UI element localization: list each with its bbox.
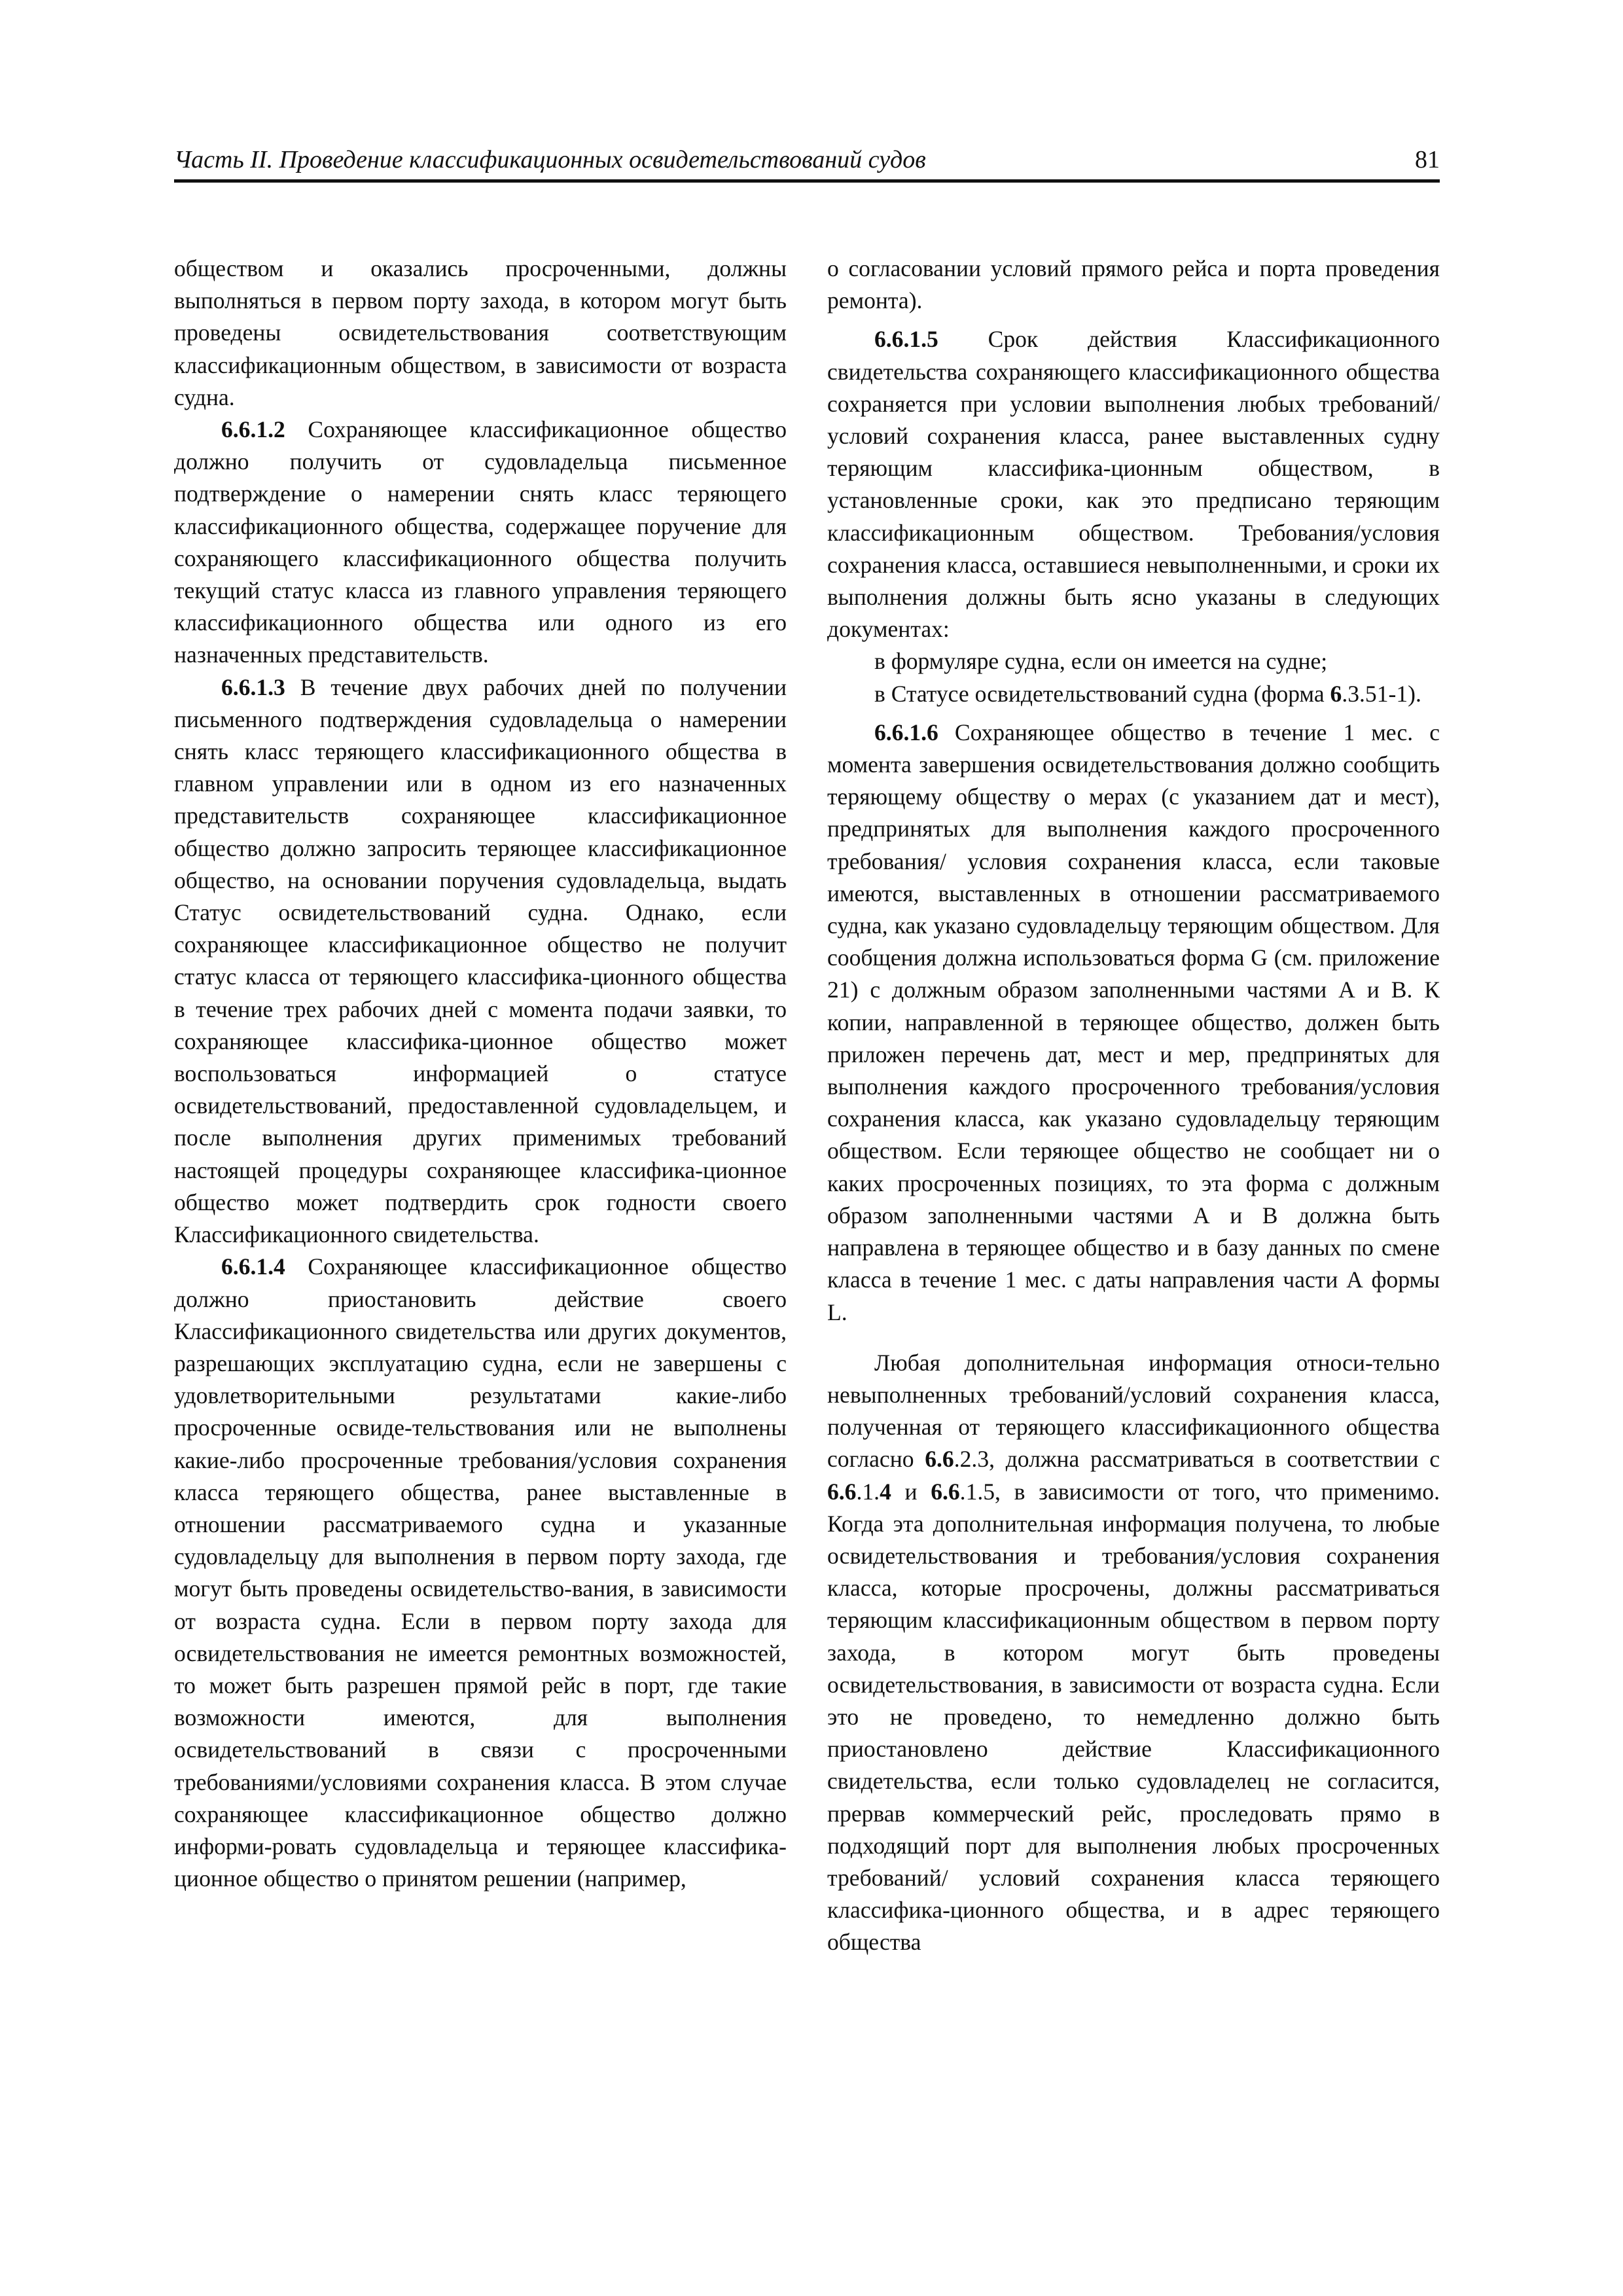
paragraph-text: Сохраняющее классификационное общество должно приостановить действие своего Классификационного свидетельства или других документов, разрешающих эксплуатацию судна, если не завершены с удовлетворительными результатами какие-либо просроченные освиде-тельствования или не выполнены какие-либо просроченные требования/условия сохранения класса теряющего общества, ранее выставленные в отношении рассматриваемого судна и указанные судовладельцу для выполнения в первом порту захода, где могут быть проведены освидетельство-вания, в зависимости от возраста судна. Если в первом порту захода для освидетельствования не имеется ремонтных возможностей, то может быть разрешен прямой рейс в порт, где такие возможности имеются, для выполнения освидетельствований в связи с просроченными требованиями/условиями сохранения класса. В этом случае сохраняющее классификационное общество должно информи-ровать судовладельца и теряющее классифика-ционное общество о принятом решении (например, bbox=[174, 1253, 787, 1892]
reference-bold: 6.6 bbox=[827, 1478, 857, 1505]
paragraph-text: Сохраняющее классификационное общество должно получить от судовладельца письменное подтверждение о намерении снять класс теряющего классификационного общества, содержащее поручение для сохраняющего классификационного общества получить текущий статус класса из главного управления теряющего классификационного общества или одного из его назначенных представительств. bbox=[174, 416, 787, 668]
paragraph-text: в Статусе освидетельствований судна (форма bbox=[874, 680, 1330, 707]
paragraph-6-6-1-2 bbox=[174, 414, 787, 672]
paragraph-text: Сохраняющее общество в течение 1 мес. с момента завершения освидетельствования должно сообщить теряющему обществу о мерах (с указанием дат и мест), предпринятых для выполнения каждого просроченного требования/ условия сохранения класса, если таковые имеются, выставленных в отношении рассматриваемого судна, как указано судовладельцу теряющим обществом. Для сообщения должна использоваться форма G (см. приложение 21) с должным образом заполненными частями А и В. К копии, направленной в теряющее общество, должен быть приложен перечень дат, мест и мер, предпринятых для выполнения каждого просроченного требования/условия сохранения класса, как указано судовладельцу теряющим обществом. Если теряющее общество не сообщает ни о каких просроченных позициях, то эта форма с должным образом заполненными частями А и В должна быть направлена в теряющее общество и в базу данных по смене класса в течение 1 мес. с даты направления части А формы L. bbox=[827, 719, 1440, 1325]
paragraph-text: и bbox=[891, 1478, 931, 1505]
clause-number: 6.6.1.2 bbox=[221, 416, 285, 443]
page-number: 81 bbox=[1415, 146, 1440, 173]
reference-bold: 6 bbox=[1330, 680, 1342, 707]
clause-number: 6.6.1.4 bbox=[221, 1253, 285, 1280]
paragraph-continued: о согласовании условий прямого рейса и порта проведения ремонта). bbox=[827, 255, 1440, 314]
paragraph-additional-info bbox=[827, 1347, 1440, 1959]
list-item-status bbox=[827, 678, 1440, 710]
left-column bbox=[174, 253, 787, 1895]
clause-number: 6.6.1.5 bbox=[874, 326, 938, 353]
page-header bbox=[174, 140, 1440, 183]
reference-bold: 6.6 bbox=[931, 1478, 960, 1505]
paragraph-text: .1.5, в зависимости от того, что применимо. Когда эта дополнительная информация получена, то любые освидетельствования и требования/условия сохранения класса, которые просрочены, должны рассматриваться теряющим классификационным обществом в первом порту захода, в котором могут быть проведены освидетельствования, в зависимости от возраста судна. Если это не проведено, то немедленно должно быть приостановлено действие Классификационного свидетельства, если только судовладелец не согласится, прервав коммерческий рейс, проследовать прямо в подходящий порт для выполнения любых просроченных требований/ условий сохранения класса теряющего классифика-ционного общества, и в адрес теряющего общества bbox=[827, 1478, 1440, 1956]
running-title: Часть II. Проведение классификационных освидетельствований судов bbox=[174, 146, 926, 173]
right-column bbox=[827, 253, 1440, 1959]
paragraph-text: .2.3, должна рассматриваться в соответствии с bbox=[954, 1446, 1440, 1473]
clause-number: 6.6.1.6 bbox=[874, 719, 938, 745]
paragraph-6-6-1-3 bbox=[174, 672, 787, 1251]
paragraph-text: Срок действия Классификационного свидетельства сохраняющего классификационного общества сохраняется при условии выполнения любых требований/условий сохранения класса, ранее выставленных судну теряющим классифика-ционным обществом, в установленные сроки, как это предписано теряющим классификационным обществом. Требования/условия сохранения класса, оставшиеся невыполненными, и сроки их выполнения должны быть ясно указаны в следующих документах: bbox=[827, 326, 1440, 643]
clause-number: 6.6.1.3 bbox=[221, 673, 285, 700]
list-item-formulyar: в формуляре судна, если он имеется на судне; bbox=[874, 648, 1328, 675]
paragraph-continued: обществом и оказались просроченными, должны выполняться в первом порту захода, в котором могут быть проведены освидетельствования соответствующим классификационным обществом, в зависимости от возраста судна. bbox=[174, 255, 787, 410]
paragraph-text: В течение двух рабочих дней по получении письменного подтверждения судовладельца о намерении снять класс теряющего классификационного общества в главном управлении или в одном из его назначенных представительств сохраняющее классификационное общество должно запросить теряющее классификационное общество, на основании поручения судовладельца, выдать Статус освидетельствований судна. Однако, если сохраняющее классификационное общество не получит статус класса от теряющего классифика-ционного общества в течение трех рабочих дней с момента подачи заявки, то сохраняющее классифика-ционное общество может воспользоваться информацией о статусе освидетельствований, предоставленной судовладельцем, и после выполнения других применимых требований настоящей процедуры сохраняющее классифика-ционное общество может подтвердить срок годности своего Классификационного свидетельства. bbox=[174, 673, 787, 1248]
paragraph-text: .1. bbox=[856, 1478, 880, 1505]
paragraph-text: Любая дополнительная информация относи-тельно невыполненных требований/условий сохранения класса, полученная от теряющего классификационного общества согласно bbox=[827, 1349, 1440, 1473]
paragraph-text: .3.51-1). bbox=[1342, 680, 1421, 707]
reference-bold: 4 bbox=[880, 1478, 891, 1505]
reference-bold: 6.6 bbox=[925, 1446, 954, 1473]
paragraph-6-6-1-4 bbox=[174, 1251, 787, 1895]
paragraph-6-6-1-6 bbox=[827, 717, 1440, 1329]
paragraph-6-6-1-5 bbox=[827, 323, 1440, 645]
